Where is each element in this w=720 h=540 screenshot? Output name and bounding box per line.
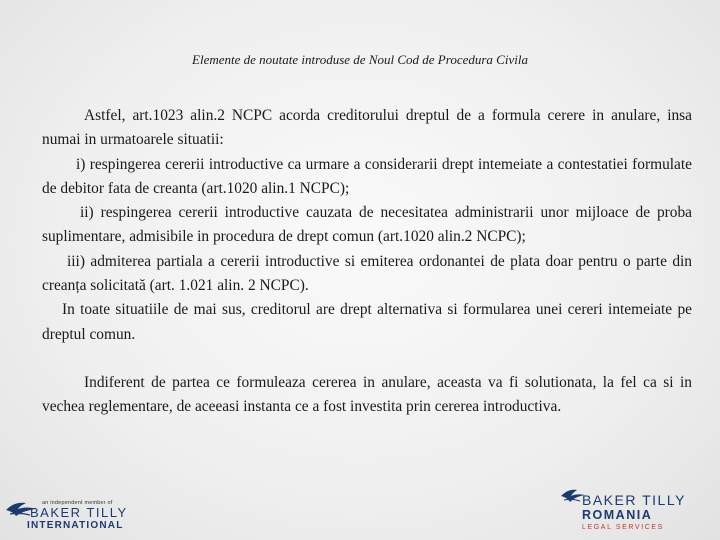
logo-sub: INTERNATIONAL: [27, 520, 124, 531]
slide-title: Elemente de noutate introduse de Noul Cod de Procedura Civila: [192, 52, 528, 67]
member-text: an independent member of: [42, 500, 113, 506]
logo-brand: BAKER TILLY: [582, 492, 686, 508]
paragraph-case-ii: ii) respingerea cererii introductive cauzata de necesitatea administrarii unor mijloace de proba suplimentare, admisibile in procedura de drept comun (art.1020 alin.2 NCPC);: [42, 204, 692, 246]
baker-tilly-romania-logo: [560, 482, 684, 536]
baker-tilly-international-logo: [4, 494, 128, 534]
logo-brand: BAKER TILLY: [30, 505, 128, 520]
paragraph-alternative: In toate situatiile de mai sus, creditorul are drept alternativa si formularea unei cereri intemeiate pe dreptul comun.: [42, 301, 692, 343]
paragraph-conclusion: Indiferent de partea ce formuleaza cererea in anulare, aceasta va fi solutionata, la fel ca si in vechea reglementare, de aceeasi instanta ce a fost investita prin cererea introductiva.: [42, 373, 692, 416]
slide-body: [42, 104, 692, 420]
logo-sub: LEGAL SERVICES: [582, 524, 664, 531]
logo-country: ROMANIA: [582, 508, 653, 522]
paragraph-case-i: i) respingerea cererii introductive ca urmare a considerarii drept intemeiate a contestatiei formulate de debitor fata de creanta (art.1020 alin.1 NCPC);: [42, 155, 692, 197]
paragraph-case-iii: iii) admiterea partiala a cererii introductive si emiterea ordonantei de plata doar pentru o parte din creanța solicitată (art. 1.021 alin. 2 NCPC).: [42, 252, 692, 295]
paragraph-intro: Astfel, art.1023 alin.2 NCPC acorda creditorului dreptul de a formula cerere in anulare, insa numai in urmatoarele situatii:: [42, 107, 692, 149]
